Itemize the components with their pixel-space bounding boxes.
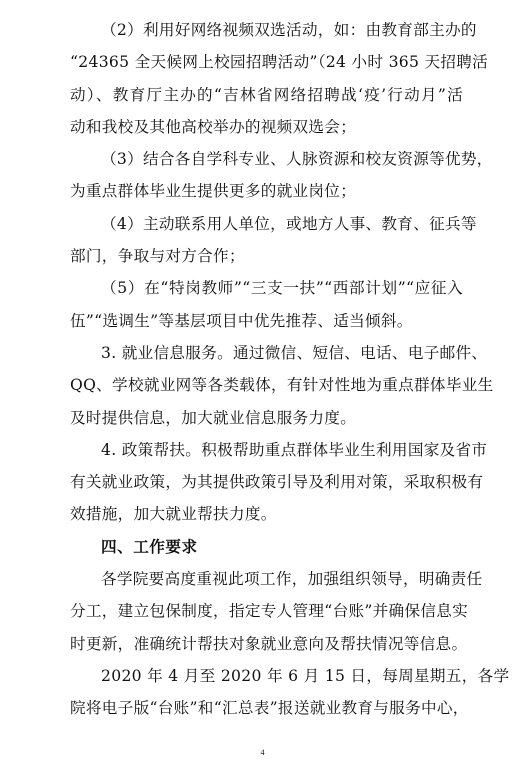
paragraph-line: 有关就业政策，为其提供政策引导及利用对策，采取积极有 (70, 473, 484, 492)
paragraph-line: 2020 年 4 月至 2020 年 6 月 15 日，每周星期五，各学 (101, 666, 510, 685)
paragraph-line: 各学院要高度重视此项工作，加强组织领导，明确责任 (101, 570, 483, 589)
page-number: 4 (260, 748, 265, 757)
paragraph-line: 时更新，准确统计帮扶对象就业意向及帮扶情况等信息。 (70, 634, 468, 653)
paragraph-line: 动）、教育厅主办的“吉林省网络招聘战‘疫’行动月”活 (70, 85, 463, 104)
paragraph-line: 动和我校及其他高校举办的视频双选会； (70, 117, 357, 136)
paragraph-line: “24365 全天候网上校园招聘活动”（24 小时 365 天招聘活 (70, 53, 489, 72)
section-heading: 四、工作要求 (101, 537, 198, 556)
paragraph-line: （2）利用好网络视频双选活动，如：由教育部主办的 (101, 21, 477, 39)
body-text (70, 14, 510, 725)
paragraph-line: 分工，建立包保制度，指定专人管理“台账”并确保信息实 (70, 602, 468, 621)
paragraph-line: 及时提供信息，加大就业信息服务力度。 (70, 408, 357, 427)
paragraph-line: （5）在“特岗教师”“三支一扶”“西部计划”“应征入 (101, 279, 463, 298)
paragraph-line: （3）结合各自学科专业、人脉资源和校友资源等优势， (101, 150, 493, 169)
paragraph-line: 4. 政策帮扶。积极帮助重点群体毕业生利用国家及省市 (101, 440, 488, 459)
paragraph-line: 3. 就业信息服务。通过微信、短信、电话、电子邮件、 (101, 343, 488, 362)
paragraph-line: （4）主动联系用人单位，或地方人事、教育、征兵等 (101, 214, 477, 233)
paragraph-line: 为重点群体毕业生提供更多的就业岗位； (70, 182, 357, 201)
paragraph-line: 部门，争取与对方合作； (70, 247, 245, 266)
paragraph-line: 效措施，加大就业帮扶力度。 (70, 505, 277, 524)
paragraph-line: 院将电子版“台账”和“汇总表”报送就业教育与服务中心， (70, 699, 469, 718)
paragraph-line: QQ、学校就业网等各类载体，有针对性地为重点群体毕业生 (70, 376, 494, 395)
paragraph-line: 伍”“选调生”等基层项目中优先推荐、适当倾斜。 (70, 311, 413, 330)
